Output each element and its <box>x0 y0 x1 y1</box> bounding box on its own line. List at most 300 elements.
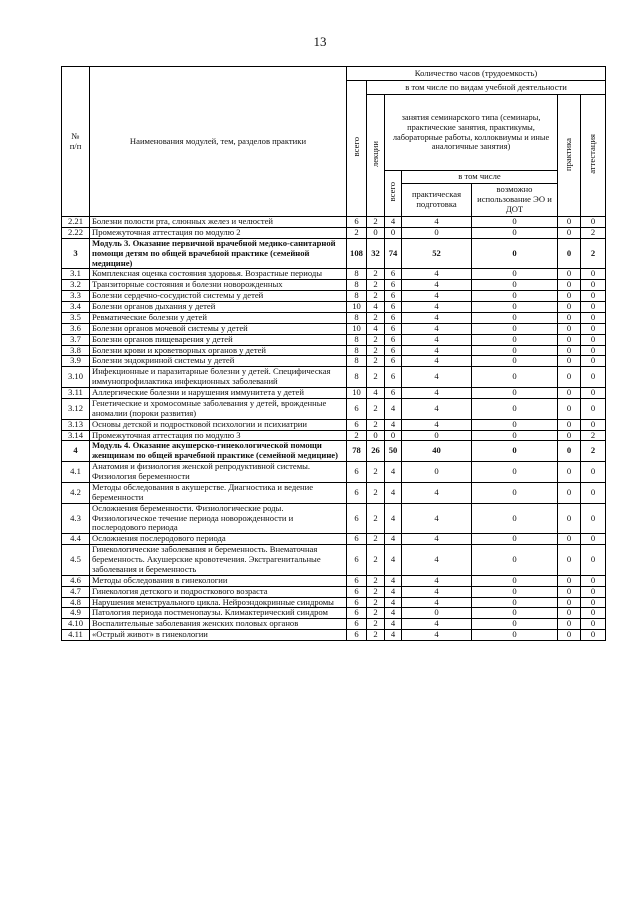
header-hours-total: Количество часов (трудоемкость) <box>347 67 606 81</box>
cell-lectures: 2 <box>367 280 385 291</box>
table-row <box>62 630 606 641</box>
cell-total: 10 <box>347 302 367 313</box>
cell-lectures: 2 <box>367 217 385 228</box>
cell-practice: 0 <box>558 334 581 345</box>
row-title: Осложнения беременности. Физиологические роды. Физиологическое течение периода новорожденности и послеродового периода <box>90 503 347 534</box>
row-number: 4.2 <box>62 482 90 503</box>
cell-practical-training: 4 <box>402 597 472 608</box>
cell-attestation: 0 <box>581 323 606 334</box>
row-number: 3.6 <box>62 323 90 334</box>
cell-possible-eo-dot: 0 <box>472 334 558 345</box>
header-practice: практика <box>558 95 581 217</box>
cell-seminar-total: 6 <box>385 367 402 388</box>
cell-possible-eo-dot: 0 <box>472 280 558 291</box>
cell-lectures: 0 <box>367 430 385 441</box>
cell-attestation: 0 <box>581 334 606 345</box>
cell-attestation: 0 <box>581 345 606 356</box>
header-possible-eo-dot: возможно использование ЭО и ДОТ <box>472 184 558 217</box>
cell-total: 6 <box>347 398 367 419</box>
table-row <box>62 619 606 630</box>
cell-total: 6 <box>347 586 367 597</box>
cell-practical-training: 4 <box>402 503 472 534</box>
cell-practical-training: 4 <box>402 323 472 334</box>
row-title: Транзиторные состояния и болезни новорожденных <box>90 280 347 291</box>
table-row <box>62 503 606 534</box>
row-title: Модуль 3. Оказание первичной врачебной медико-санитарной помощи детям по общей врачебной практике (семейной медицине) <box>90 238 347 269</box>
cell-lectures: 0 <box>367 227 385 238</box>
cell-total: 10 <box>347 388 367 399</box>
header-total: всего <box>347 81 367 217</box>
cell-practical-training: 4 <box>402 545 472 576</box>
cell-practice: 0 <box>558 534 581 545</box>
row-number: 4.7 <box>62 586 90 597</box>
cell-attestation: 0 <box>581 356 606 367</box>
row-number: 3.9 <box>62 356 90 367</box>
cell-seminar-total: 4 <box>385 462 402 483</box>
cell-practice: 0 <box>558 269 581 280</box>
row-title: Патология периода постменопаузы. Климактерический синдром <box>90 608 347 619</box>
row-title: Гинекология детского и подросткового возраста <box>90 586 347 597</box>
cell-lectures: 2 <box>367 269 385 280</box>
cell-attestation: 0 <box>581 534 606 545</box>
cell-attestation: 2 <box>581 227 606 238</box>
cell-practice: 0 <box>558 430 581 441</box>
cell-possible-eo-dot: 0 <box>472 545 558 576</box>
table-row <box>62 291 606 302</box>
table-row <box>62 419 606 430</box>
row-number: 3.4 <box>62 302 90 313</box>
row-title: Нарушения менструального цикла. Нейроэндокринные синдромы <box>90 597 347 608</box>
cell-seminar-total: 4 <box>385 398 402 419</box>
cell-lectures: 2 <box>367 356 385 367</box>
cell-practice: 0 <box>558 345 581 356</box>
cell-practical-training: 4 <box>402 419 472 430</box>
cell-possible-eo-dot: 0 <box>472 291 558 302</box>
cell-attestation: 0 <box>581 503 606 534</box>
cell-practice: 0 <box>558 545 581 576</box>
cell-practice: 0 <box>558 398 581 419</box>
table-row <box>62 575 606 586</box>
table-row <box>62 302 606 313</box>
cell-practical-training: 0 <box>402 227 472 238</box>
cell-possible-eo-dot: 0 <box>472 345 558 356</box>
cell-practical-training: 4 <box>402 356 472 367</box>
header-seminar-type: занятия семинарского типа (семинары, практические занятия, практикумы, лабораторные работы, коллоквиумы и иные аналогичные занятия) <box>385 95 558 171</box>
cell-lectures: 2 <box>367 503 385 534</box>
cell-lectures: 2 <box>367 345 385 356</box>
row-number: 3.13 <box>62 419 90 430</box>
row-title: Осложнения послеродового периода <box>90 534 347 545</box>
cell-practical-training: 0 <box>402 430 472 441</box>
cell-practice: 0 <box>558 630 581 641</box>
cell-possible-eo-dot: 0 <box>472 419 558 430</box>
cell-seminar-total: 0 <box>385 227 402 238</box>
cell-practical-training: 4 <box>402 367 472 388</box>
cell-total: 6 <box>347 545 367 576</box>
row-number: 4.9 <box>62 608 90 619</box>
row-number: 3.7 <box>62 334 90 345</box>
cell-practical-training: 4 <box>402 269 472 280</box>
cell-seminar-total: 6 <box>385 280 402 291</box>
cell-lectures: 2 <box>367 608 385 619</box>
row-title: Болезни органов мочевой системы у детей <box>90 323 347 334</box>
cell-possible-eo-dot: 0 <box>472 312 558 323</box>
cell-total: 8 <box>347 269 367 280</box>
cell-possible-eo-dot: 0 <box>472 619 558 630</box>
cell-lectures: 4 <box>367 323 385 334</box>
header-num: № п/п <box>62 67 90 217</box>
table-row <box>62 280 606 291</box>
cell-lectures: 2 <box>367 619 385 630</box>
row-number: 3.5 <box>62 312 90 323</box>
row-number: 2.22 <box>62 227 90 238</box>
table-row <box>62 217 606 228</box>
cell-practical-training: 4 <box>402 619 472 630</box>
row-title: Промежуточная аттестация по модулю 2 <box>90 227 347 238</box>
cell-practice: 0 <box>558 608 581 619</box>
cell-seminar-total: 4 <box>385 586 402 597</box>
row-number: 4.6 <box>62 575 90 586</box>
cell-total: 6 <box>347 630 367 641</box>
cell-possible-eo-dot: 0 <box>472 575 558 586</box>
row-number: 3.14 <box>62 430 90 441</box>
table-row <box>62 367 606 388</box>
cell-attestation: 0 <box>581 280 606 291</box>
cell-total: 78 <box>347 441 367 462</box>
row-number: 4.8 <box>62 597 90 608</box>
row-number: 3.1 <box>62 269 90 280</box>
cell-attestation: 0 <box>581 608 606 619</box>
cell-attestation: 0 <box>581 575 606 586</box>
table-row <box>62 312 606 323</box>
header-name: Наименования модулей, тем, разделов практики <box>90 67 347 217</box>
cell-lectures: 2 <box>367 545 385 576</box>
cell-attestation: 0 <box>581 312 606 323</box>
cell-practical-training: 52 <box>402 238 472 269</box>
cell-practice: 0 <box>558 227 581 238</box>
cell-practical-training: 4 <box>402 280 472 291</box>
row-title: Модуль 4. Оказание акушерско-гинекологической помощи женщинам по общей врачебной практике (семейной медицине) <box>90 441 347 462</box>
cell-total: 2 <box>347 227 367 238</box>
cell-lectures: 2 <box>367 419 385 430</box>
table-row <box>62 608 606 619</box>
cell-practice: 0 <box>558 302 581 313</box>
row-title: Генетические и хромосомные заболевания у детей, врожденные аномалии (пороки развития) <box>90 398 347 419</box>
cell-practical-training: 4 <box>402 302 472 313</box>
cell-possible-eo-dot: 0 <box>472 356 558 367</box>
row-title: Болезни полости рта, слюнных желез и челюстей <box>90 217 347 228</box>
row-number: 4.4 <box>62 534 90 545</box>
cell-practice: 0 <box>558 575 581 586</box>
row-title: Промежуточная аттестация по модулю 3 <box>90 430 347 441</box>
row-title: Методы обследования в акушерстве. Диагностика и ведение беременности <box>90 482 347 503</box>
cell-attestation: 0 <box>581 367 606 388</box>
cell-seminar-total: 0 <box>385 430 402 441</box>
cell-lectures: 2 <box>367 334 385 345</box>
cell-attestation: 0 <box>581 302 606 313</box>
cell-seminar-total: 6 <box>385 388 402 399</box>
cell-practice: 0 <box>558 217 581 228</box>
cell-seminar-total: 4 <box>385 503 402 534</box>
cell-lectures: 2 <box>367 534 385 545</box>
cell-lectures: 26 <box>367 441 385 462</box>
cell-possible-eo-dot: 0 <box>472 586 558 597</box>
cell-practice: 0 <box>558 586 581 597</box>
cell-possible-eo-dot: 0 <box>472 269 558 280</box>
cell-lectures: 2 <box>367 398 385 419</box>
cell-practice: 0 <box>558 367 581 388</box>
cell-practice: 0 <box>558 462 581 483</box>
cell-seminar-total: 6 <box>385 302 402 313</box>
cell-seminar-total: 4 <box>385 630 402 641</box>
row-number: 4.10 <box>62 619 90 630</box>
row-title: Инфекционные и паразитарные болезни у детей. Специфическая иммунопрофилактика инфекционных заболеваний <box>90 367 347 388</box>
cell-possible-eo-dot: 0 <box>472 608 558 619</box>
cell-seminar-total: 4 <box>385 619 402 630</box>
cell-lectures: 2 <box>367 597 385 608</box>
cell-seminar-total: 4 <box>385 482 402 503</box>
table-body <box>62 217 606 641</box>
cell-practice: 0 <box>558 441 581 462</box>
cell-seminar-total: 6 <box>385 334 402 345</box>
cell-practice: 0 <box>558 419 581 430</box>
cell-attestation: 0 <box>581 398 606 419</box>
cell-practice: 0 <box>558 482 581 503</box>
header-attestation: аттестация <box>581 95 606 217</box>
row-number: 3.2 <box>62 280 90 291</box>
cell-practice: 0 <box>558 280 581 291</box>
row-title: Болезни органов дыхания у детей <box>90 302 347 313</box>
row-number: 4.11 <box>62 630 90 641</box>
row-number: 3 <box>62 238 90 269</box>
cell-practice: 0 <box>558 291 581 302</box>
cell-total: 8 <box>347 345 367 356</box>
table-header <box>62 67 606 217</box>
table-row <box>62 388 606 399</box>
cell-attestation: 0 <box>581 619 606 630</box>
cell-attestation: 0 <box>581 462 606 483</box>
header-incl-by-type: в том числе по видам учебной деятельности <box>367 81 606 95</box>
table-row <box>62 430 606 441</box>
cell-practical-training: 4 <box>402 398 472 419</box>
cell-attestation: 2 <box>581 430 606 441</box>
cell-total: 6 <box>347 608 367 619</box>
cell-possible-eo-dot: 0 <box>472 388 558 399</box>
cell-attestation: 0 <box>581 291 606 302</box>
row-number: 3.12 <box>62 398 90 419</box>
cell-attestation: 2 <box>581 238 606 269</box>
table-row <box>62 323 606 334</box>
cell-possible-eo-dot: 0 <box>472 503 558 534</box>
cell-attestation: 0 <box>581 597 606 608</box>
cell-practical-training: 4 <box>402 345 472 356</box>
cell-seminar-total: 6 <box>385 345 402 356</box>
cell-seminar-total: 6 <box>385 312 402 323</box>
row-title: Методы обследования в гинекологии <box>90 575 347 586</box>
module-row <box>62 441 606 462</box>
cell-attestation: 0 <box>581 586 606 597</box>
cell-total: 8 <box>347 312 367 323</box>
cell-practice: 0 <box>558 238 581 269</box>
cell-seminar-total: 4 <box>385 545 402 576</box>
cell-practical-training: 4 <box>402 586 472 597</box>
row-number: 3.8 <box>62 345 90 356</box>
cell-seminar-total: 6 <box>385 356 402 367</box>
table-row <box>62 356 606 367</box>
row-number: 4.1 <box>62 462 90 483</box>
cell-practical-training: 4 <box>402 630 472 641</box>
cell-lectures: 2 <box>367 312 385 323</box>
cell-lectures: 2 <box>367 291 385 302</box>
cell-practical-training: 4 <box>402 217 472 228</box>
row-title: Воспалительные заболевания женских половых органов <box>90 619 347 630</box>
cell-total: 6 <box>347 503 367 534</box>
header-lectures: лекции <box>367 95 385 217</box>
cell-practice: 0 <box>558 388 581 399</box>
cell-attestation: 0 <box>581 482 606 503</box>
cell-lectures: 32 <box>367 238 385 269</box>
cell-practical-training: 4 <box>402 482 472 503</box>
cell-lectures: 2 <box>367 575 385 586</box>
cell-seminar-total: 50 <box>385 441 402 462</box>
cell-total: 8 <box>347 334 367 345</box>
page-number: 13 <box>313 34 327 49</box>
cell-possible-eo-dot: 0 <box>472 238 558 269</box>
cell-total: 6 <box>347 462 367 483</box>
cell-attestation: 2 <box>581 441 606 462</box>
cell-possible-eo-dot: 0 <box>472 217 558 228</box>
row-title: Болезни органов пищеварения у детей <box>90 334 347 345</box>
row-title: «Острый живот» в гинекологии <box>90 630 347 641</box>
row-title: Болезни эндокринной системы у детей <box>90 356 347 367</box>
cell-possible-eo-dot: 0 <box>472 430 558 441</box>
cell-practice: 0 <box>558 356 581 367</box>
cell-attestation: 0 <box>581 545 606 576</box>
table-row <box>62 586 606 597</box>
table-row <box>62 482 606 503</box>
cell-total: 6 <box>347 619 367 630</box>
cell-lectures: 2 <box>367 482 385 503</box>
row-title: Основы детской и подростковой психологии и психиатрии <box>90 419 347 430</box>
cell-seminar-total: 4 <box>385 419 402 430</box>
cell-possible-eo-dot: 0 <box>472 323 558 334</box>
row-number: 3.3 <box>62 291 90 302</box>
cell-practice: 0 <box>558 597 581 608</box>
cell-possible-eo-dot: 0 <box>472 462 558 483</box>
cell-possible-eo-dot: 0 <box>472 227 558 238</box>
cell-attestation: 0 <box>581 630 606 641</box>
cell-seminar-total: 6 <box>385 269 402 280</box>
cell-attestation: 0 <box>581 419 606 430</box>
row-number: 2.21 <box>62 217 90 228</box>
cell-seminar-total: 6 <box>385 291 402 302</box>
row-title: Ревматические болезни у детей <box>90 312 347 323</box>
cell-possible-eo-dot: 0 <box>472 302 558 313</box>
row-title: Болезни крови и кроветворных органов у детей <box>90 345 347 356</box>
module-row <box>62 238 606 269</box>
cell-total: 6 <box>347 419 367 430</box>
row-number: 4.3 <box>62 503 90 534</box>
cell-total: 8 <box>347 291 367 302</box>
cell-attestation: 0 <box>581 217 606 228</box>
table-row <box>62 462 606 483</box>
cell-practical-training: 4 <box>402 388 472 399</box>
cell-practice: 0 <box>558 503 581 534</box>
cell-total: 8 <box>347 367 367 388</box>
cell-total: 6 <box>347 597 367 608</box>
row-title: Анатомия и физиология женской репродуктивной системы. Физиология беременности <box>90 462 347 483</box>
cell-total: 2 <box>347 430 367 441</box>
table-row <box>62 597 606 608</box>
cell-practical-training: 4 <box>402 575 472 586</box>
curriculum-table <box>61 66 606 641</box>
cell-practical-training: 4 <box>402 334 472 345</box>
cell-practice: 0 <box>558 312 581 323</box>
cell-practical-training: 0 <box>402 462 472 483</box>
cell-practice: 0 <box>558 323 581 334</box>
cell-practical-training: 40 <box>402 441 472 462</box>
cell-practical-training: 0 <box>402 608 472 619</box>
row-title: Гинекологические заболевания и беременность. Внематочная беременность. Акушерские кровотечения. Экстрагенитальные заболевания и беременность <box>90 545 347 576</box>
cell-possible-eo-dot: 0 <box>472 441 558 462</box>
cell-lectures: 4 <box>367 388 385 399</box>
cell-seminar-total: 4 <box>385 575 402 586</box>
table-row <box>62 269 606 280</box>
cell-practice: 0 <box>558 619 581 630</box>
header-seminar-total: всего <box>385 171 402 217</box>
cell-seminar-total: 4 <box>385 597 402 608</box>
cell-seminar-total: 4 <box>385 534 402 545</box>
cell-attestation: 0 <box>581 388 606 399</box>
cell-total: 6 <box>347 482 367 503</box>
cell-total: 6 <box>347 534 367 545</box>
cell-total: 108 <box>347 238 367 269</box>
table-row <box>62 534 606 545</box>
cell-possible-eo-dot: 0 <box>472 398 558 419</box>
cell-lectures: 2 <box>367 630 385 641</box>
table-row <box>62 227 606 238</box>
row-title: Аллергические болезни и нарушения иммунитета у детей <box>90 388 347 399</box>
cell-possible-eo-dot: 0 <box>472 534 558 545</box>
cell-seminar-total: 4 <box>385 608 402 619</box>
row-number: 3.11 <box>62 388 90 399</box>
cell-practical-training: 4 <box>402 312 472 323</box>
cell-seminar-total: 74 <box>385 238 402 269</box>
row-number: 4.5 <box>62 545 90 576</box>
cell-possible-eo-dot: 0 <box>472 597 558 608</box>
table-row <box>62 398 606 419</box>
cell-total: 6 <box>347 217 367 228</box>
cell-lectures: 4 <box>367 302 385 313</box>
cell-lectures: 2 <box>367 586 385 597</box>
row-title: Болезни сердечно-сосудистой системы у детей <box>90 291 347 302</box>
cell-practical-training: 4 <box>402 291 472 302</box>
header-incl: в том числе <box>402 171 558 184</box>
cell-total: 10 <box>347 323 367 334</box>
cell-lectures: 2 <box>367 367 385 388</box>
cell-seminar-total: 6 <box>385 323 402 334</box>
cell-possible-eo-dot: 0 <box>472 482 558 503</box>
cell-possible-eo-dot: 0 <box>472 630 558 641</box>
table-row <box>62 334 606 345</box>
row-title: Комплексная оценка состояния здоровья. Возрастные периоды <box>90 269 347 280</box>
cell-total: 8 <box>347 280 367 291</box>
cell-total: 8 <box>347 356 367 367</box>
header-practical-training: практическая подготовка <box>402 184 472 217</box>
table-row <box>62 345 606 356</box>
row-number: 4 <box>62 441 90 462</box>
cell-attestation: 0 <box>581 269 606 280</box>
